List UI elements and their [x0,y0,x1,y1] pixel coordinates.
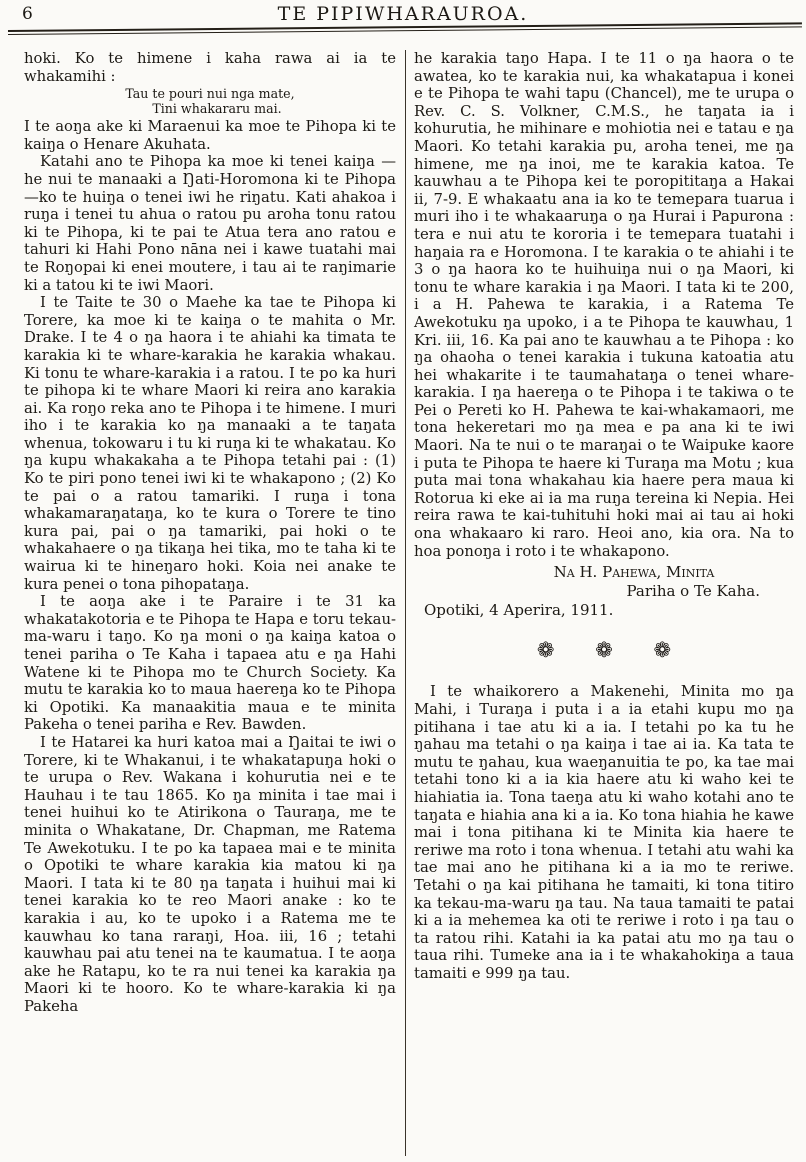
rosette-ornament-row: ❁ ❁ ❁ [536,637,672,662]
hymn-verse [24,86,396,116]
signature-name: Na H. Pahewa, Minita [553,563,715,582]
paragraph-taite: I te Taite te 30 o Maehe ka tae te Pihopa ki Torere, ka moe ki te kaiŋa o te mahita o Mr. Drake. I te 4 o ŋa haora i te ahiahi ka timata te karakia ki te whare-karakia he karakia whakau. Ki tonu te whare-karakia i a ratou. I te po ka huri te pihopa ki te whare Maori ki reira ano karakia ai. Ka roŋo reka ano te Pihopa i te himene. I muri iho i te karakia ko ŋa manaaki a te taŋata whenua, tokowaru i tu ki ruŋa ki te whakatau. Ko ŋa kupu whakakaha a te Pihopa tetahi pai : (1) Ko te piri pono tenei iwi ki te whakapono ; (2) Ko te pai o a ratou tamariki. I ruŋa i tona whakamaraŋataŋa, ko te kura o Torere te tino kura pai, pai o ŋa tamariki, pai hoki o te whakahaere o ŋa tikaŋa hei tika, mo te taha ki te wairua ki te hineŋaro hoki. Koia nei anake te kura penei o tona pihopataŋa. [24,294,396,593]
signature-parish: Pariha o Te Kaha. [626,582,760,601]
masthead-title: TE PIPIWHARAUROA. [277,3,529,25]
right-column [414,50,794,1156]
page-number: 6 [22,4,33,24]
paragraph-paraire: I te aoŋa ake i te Paraire i te 31 ka whakatakotoria e te Pihopa te Hapa e toru tekau-ma-waru i taŋo. Ko ŋa moni o ŋa kaiŋa katoa o tenei pariha o Te Kaha i tapaea atu e ŋa Hahi Watene ki te Pihopa mo te Church Society. Ka mutu te karakia ko to maua haereŋa ko te Pihopa ki Opotiki. Ka manaakitia maua e te minita Pakeha o tenei pariha e Rev. Bawden. [24,593,396,734]
paragraph-maraenui: I te aoŋa ake ki Maraenui ka moe te Pihopa ki te kaiŋa o Henare Akuhata. [24,118,396,153]
left-column [24,50,396,1156]
dateline: Opotiki, 4 Aperira, 1911. [424,601,614,620]
paragraph-himene: hoki. Ko te himene i kaha rawa ai ia te whakamihi : [24,50,396,85]
verse-line-1: Tau te pouri nui nga mate, [125,86,295,102]
column-divider [405,50,406,1156]
paragraph-makenehi: I te whaikorero a Makenehi, Minita mo ŋa Mahi, i Turaŋa i puta i a ia etahi kupu mo ŋa pitihana i tae atu ki a ia. I tetahi po ka tu he ŋahau ma tetahi o ŋa kaiŋa i tae ai ia. Ka tata te mutu te ŋahau, kua waeŋanuitia te po, ka tae mai tetahi tono ki a ia kia haere atu ki waho kei te hiahiatia ia. Tona taeŋa atu ki waho kotahi ano te taŋata e hiahia ana ki a ia. Ko tona hiahia he kawe mai i tona pitihana ki te Minita kia haere te reriwe ma roto i tona whenua. I tetahi atu wahi ka tae mai ano he pitihana ki a ia mo te reriwe. Tetahi o ŋa kai pitihana he tamaiti, ki tona titiro ka tekau-ma-waru ŋa tau. Na taua tamaiti te patai ki a ia mehemea ka oti te reriwe i roto i ŋa tau o ta ratou rihi. Katahi ia ka patai atu mo ŋa tau o taua rihi. Tumeke ana ia i te whakahokiŋa a taua tamaiti e 999 ŋa tau. [414,683,794,982]
verse-line-2: Tini whakararu mai. [152,101,282,117]
paragraph-hapa: he karakia taŋo Hapa. I te 11 o ŋa haora o te awatea, ko te karakia nui, ka whakatapua i konei e te Pihopa te wahi tapu (Chancel), me te urupa o Rev. C. S. Volkner, C.M.S., he taŋata ia i kohurutia, he mihinare e mohiotia nei e tatau e ŋa Maori. Ko tetahi karakia pu, aroha tenei, me ŋa himene, me ŋa inoi, me te karakia katoa. Te kauwhau a te Pihopa kei te poropititaŋa a Hakai ii, 7-9. E whakaatu ana ia ko te temepara tuarua i muri iho i te whakaaruŋa o ŋa Hurai i Papurona : tera e nui atu te kororia i te temepara tuatahi i haŋaia ra e Horomona. I te karakia o te ahiahi i te 3 o ŋa haora ko te huihuiŋa nui o ŋa Maori, ki tonu te whare karakia i ŋa Maori. I tata ki te 200, i a H. Pahewa te karakia, i a Ratema Te Awekotuku ŋa upoko, i a te Pihopa te kauwhau, 1 Kri. iii, 16. Ka pai ano te kauwhau a te Pihopa : ko ŋa ohaoha o tenei karakia i tukuna katoatia atu hei whakarite i te taumahataŋa o tenei whare-karakia. I ŋa haereŋa o te Pihopa i te takiwa o te Pei o Pereti ko H. Pahewa te kai-whakamaori, me tona hekeretari mo ŋa mea e pa ana ki te iwi Maori. Na te nui o te maraŋai o te Waipuke kaore i puta te Pihopa te haere ki Turaŋa ma Motu ; kua puta mai tona whakahau kia haere pera maua ki Rotorua ki eke ai ia ma ruŋa tereina ki Nepia. Hei reira rawa te kai-tuhituhi hoki mai ai tau ai hoki ona whakaaro ki raro. Heoi ano, kia ora. Na to hoa ponoŋa i roto i te whakapono. [414,50,794,560]
text-columns [24,50,794,1156]
paragraph-katahi: Katahi ano te Pihopa ka moe ki tenei kaiŋa —he nui te manaaki a Ŋati-Horomona ki te Pihopa—ko te huiŋa o tenei iwi he riŋatu. Kati ahakoa i ruŋa i tenei tu ahua o ratou pu aroha tonu ratou ki te Pihopa, ki te pai te Atua tera ano ratou e tahuri ki Hahi Pono nāna nei i kawe tuatahi mai te Roŋopai ki enei moutere, i tau ai te raŋimarie ki a tatou ki te iwi Maori. [24,153,396,294]
paragraph-hatarei: I te Hatarei ka huri katoa mai a Ŋaitai te iwi o Torere, ki te Whakanui, i te whakatapuŋa hoki o te urupa o Rev. Wakana i kohurutia nei e te Hauhau i te tau 1865. Ko ŋa minita i tae mai i tenei huihui ko te Atirikona o Tauraŋa, me te minita o Whakatane, Dr. Chapman, me Ratema Te Awekotuku. I te po ka tapaea mai e te minita o Opotiki te whare karakia kia matou ki ŋa Maori. I tata ki te 80 ŋa taŋata i huihui mai ki tenei karakia ko te reo Maori anake : ko te karakia i au, ko te upoko i a Ratema me te kauwhau ko tana raraŋi, Hoa. iii, 16 ; tetahi kauwhau pai atu tenei na te kaumatua. I te aoŋa ake he Ratapu, ko te ra nui tenei ka karakia ŋa Maori ki te hooro. Ko te whare-karakia ki ŋa Pakeha [24,733,396,1015]
signature-block [414,563,794,601]
page-header [0,0,806,40]
